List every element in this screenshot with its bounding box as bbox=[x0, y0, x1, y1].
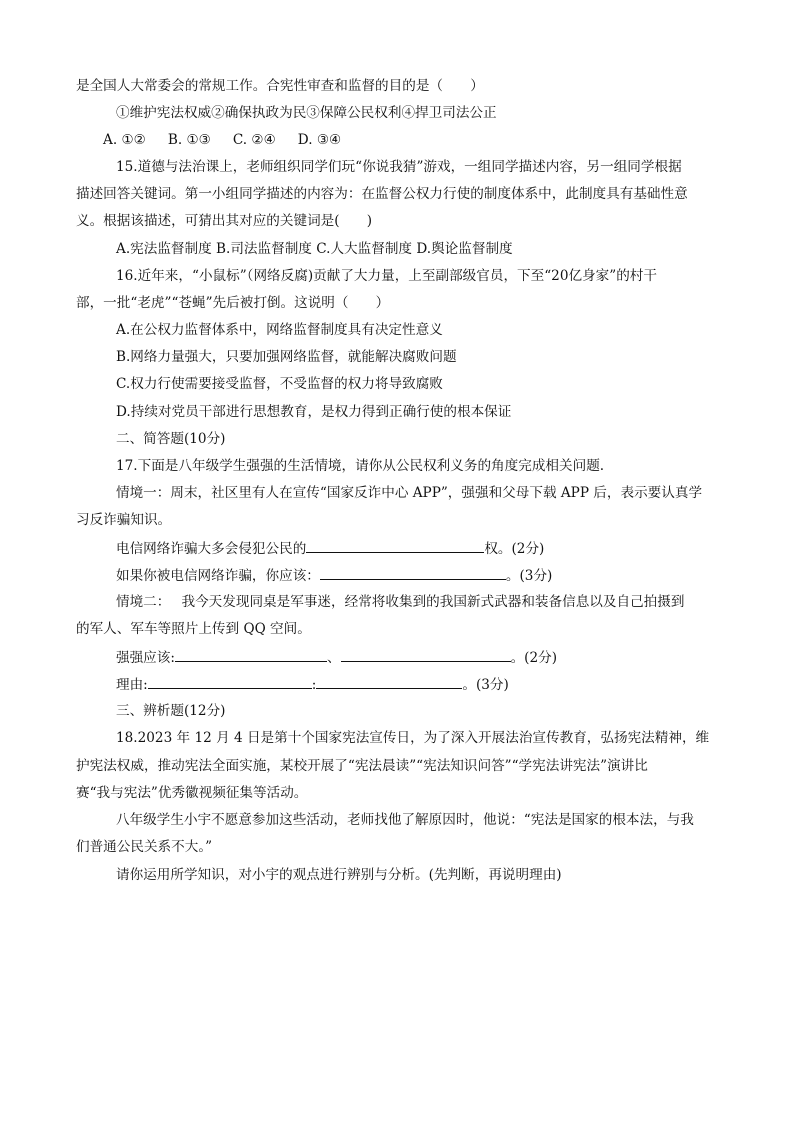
q18-line-5: 们普通公民关系不大。” bbox=[76, 839, 213, 855]
q16-option-b: B.网络力量强大，只要加强网络监督，就能解决腐败问题 bbox=[116, 349, 457, 365]
fill-1-suffix: 权。(2分) bbox=[484, 541, 545, 557]
fill-3-suffix: 。(2分) bbox=[510, 650, 558, 666]
scenario-1-line-1: 情境一：周末，社区里有人在宣传“国家反诈中心 APP”，强强和父母下载 APP 后，表示要认真学 bbox=[116, 485, 703, 501]
q16-option-d: D.持续对党员干部进行思想教育，是权力得到正确行使的根本保证 bbox=[116, 404, 512, 420]
q15-line-2: 描述回答关键词。第一小组同学描述的内容为：在监督公权力行使的制度体系中，此制度具有基础性意 bbox=[76, 186, 688, 202]
fill-4-prefix: 理由: bbox=[116, 677, 148, 693]
fill-1-prefix: 电信网络诈骗大多会侵犯公民的 bbox=[116, 541, 307, 557]
q14-option-b: B. ①③ bbox=[167, 132, 211, 148]
q16-option-a: A.在公权力监督体系中，网络监督制度具有决定性意义 bbox=[116, 322, 443, 338]
q17-stem: 17.下面是八年级学生强强的生活情境，请你从公民权利义务的角度完成相关问题. bbox=[116, 458, 605, 474]
section-3-heading: 三、辨析题(12分) bbox=[116, 703, 226, 719]
fill-3-prefix: 强强应该: bbox=[116, 650, 175, 666]
q18-line-4: 八年级学生小宇不愿意参加这些活动，老师找他了解原因时，他说：“宪法是国家的根本法，与我 bbox=[116, 812, 694, 828]
answer-blank-3b[interactable] bbox=[341, 648, 511, 662]
fill-blank-1 bbox=[116, 539, 544, 558]
q14-option-d: D. ③④ bbox=[297, 132, 342, 148]
fill-3-separator: 、 bbox=[326, 650, 341, 666]
q14-statements: ①维护宪法权威②确保执政为民③保障公民权利④捍卫司法公正 bbox=[116, 105, 497, 121]
answer-blank-4b[interactable] bbox=[316, 675, 462, 689]
fill-blank-2 bbox=[116, 566, 552, 585]
answer-blank-4a[interactable] bbox=[148, 675, 312, 689]
q16-line-1: 16.近年来，“小鼠标”（网络反腐)贡献了大力量，上至副部级官员，下至“20亿身家”的村干 bbox=[116, 268, 657, 284]
q14-stem-tail: 是全国人大常委会的常规工作。合宪性审查和监督的目的是（ ） bbox=[76, 78, 484, 94]
q15-options: A.宪法监督制度 B.司法监督制度 C.人大监督制度 D.舆论监督制度 bbox=[116, 241, 513, 257]
answer-blank-1[interactable] bbox=[306, 539, 484, 553]
scenario-1-line-2: 习反诈骗知识。 bbox=[76, 512, 172, 528]
q14-options bbox=[103, 131, 341, 149]
q18-line-2: 护宪法权威，推动宪法全面实施，某校开展了“宪法晨读”“宪法知识问答”“学宪法讲宪法”演讲比 bbox=[76, 758, 648, 774]
scenario-2-line-1: 情境二： 我今天发现同桌是军事迷，经常将收集到的我国新式武器和装备信息以及自己拍摄到 bbox=[116, 594, 685, 610]
fill-4-suffix: 。(3分) bbox=[462, 677, 509, 693]
q18-line-3: 赛“我与宪法”优秀徽视频征集等活动。 bbox=[76, 785, 308, 801]
fill-blank-3 bbox=[116, 648, 557, 667]
answer-blank-3a[interactable] bbox=[175, 648, 327, 662]
fill-4-separator: : bbox=[311, 677, 317, 693]
fill-2-suffix: 。(3分) bbox=[505, 568, 553, 584]
q15-line-3: 义。根据该描述，可猜出其对应的关键词是( ) bbox=[76, 213, 373, 229]
fill-2-prefix: 如果你被电信网络诈骗，你应该： bbox=[116, 568, 320, 584]
section-2-heading: 二、简答题(10分) bbox=[116, 431, 226, 447]
q16-option-c: C.权力行使需要接受监督，不受监督的权力将导致腐败 bbox=[116, 376, 443, 392]
q18-line-1: 18.2023 年 12 月 4 日是第十个国家宪法宣传日，为了深入开展法治宣传教育，弘扬宪法精神，维 bbox=[116, 730, 710, 746]
q14-option-c: C. ②④ bbox=[232, 132, 276, 148]
q18-line-6: 请你运用所学知识，对小宇的观点进行辨别与分析。(先判断，再说明理由) bbox=[116, 867, 562, 883]
q16-line-2: 部，一批“老虎”“苍蝇”先后被打倒。这说明（ ） bbox=[76, 295, 390, 311]
q15-line-1: 15.道德与法治课上，老师组织同学们玩“你说我猜”游戏，一组同学描述内容，另一组同学根据 bbox=[116, 159, 682, 175]
q14-option-a: A. ①② bbox=[103, 132, 146, 148]
fill-blank-4 bbox=[116, 675, 509, 694]
answer-blank-2[interactable] bbox=[320, 566, 506, 580]
scenario-2-line-2: 的军人、军车等照片上传到 QQ 空间。 bbox=[76, 621, 311, 637]
